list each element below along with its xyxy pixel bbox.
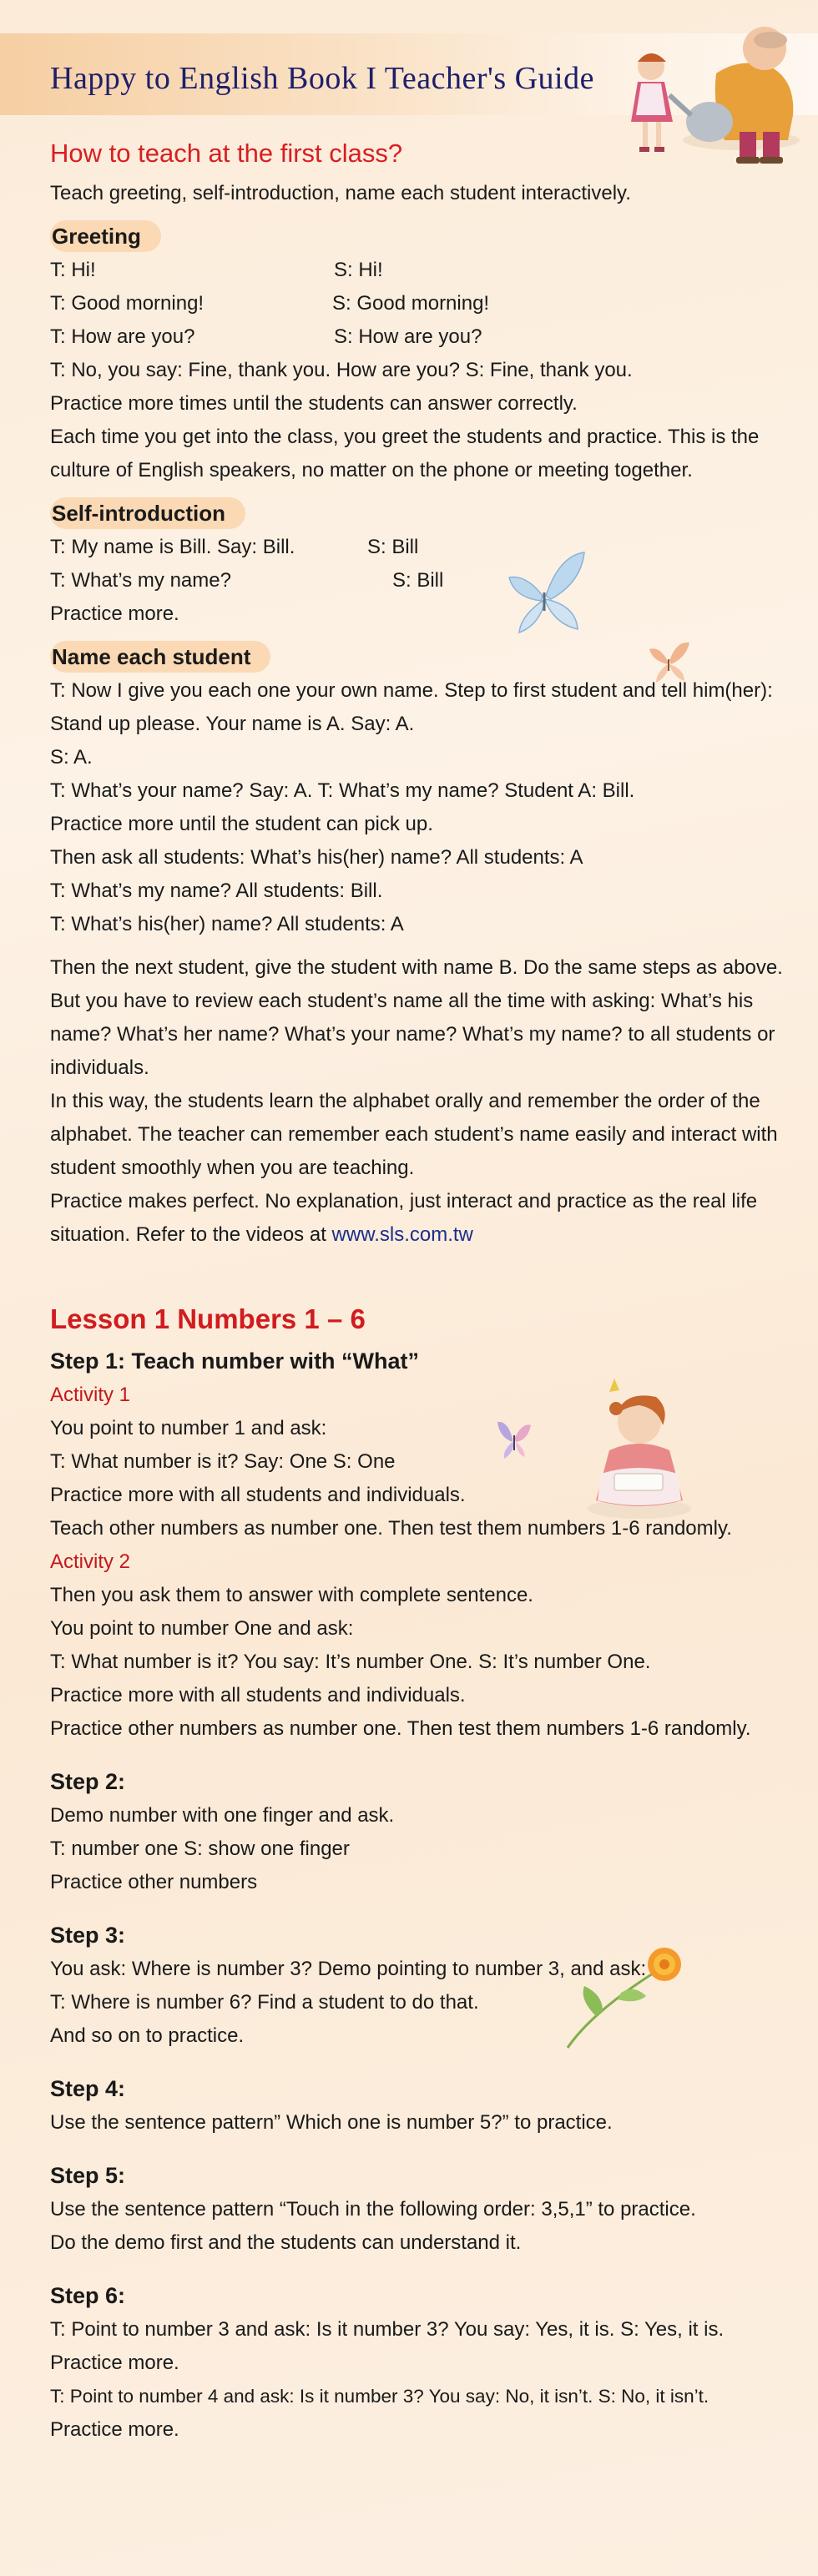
step-line: T: What number is it? Say: One S: One xyxy=(50,1450,396,1473)
activity-label: Activity 1 xyxy=(50,1384,131,1406)
step-title: Step 6: xyxy=(50,2283,126,2308)
greeting-line: Practice more times until the students can answer correctly. xyxy=(50,392,578,415)
teacher-line: T: How are you? xyxy=(50,325,195,348)
content xyxy=(50,135,785,2447)
teacher-line: T: Hi! xyxy=(50,259,96,281)
step-line: Teach other numbers as number one. Then test them numbers 1-6 randomly. xyxy=(50,1517,732,1540)
step-title: Step 2: xyxy=(50,1769,126,1794)
step-line: And so on to practice. xyxy=(50,2024,245,2047)
dialogue-row xyxy=(50,254,785,287)
step-line: Practice other numbers xyxy=(50,1871,258,1893)
name-each-paragraph xyxy=(50,1185,785,1252)
name-each-label: Name each student xyxy=(50,641,270,673)
student-line: S: Hi! xyxy=(334,259,383,281)
dialogue-row xyxy=(50,320,785,354)
step-line: Practice more with all students and individuals. xyxy=(50,1484,466,1506)
self-intro-practice: Practice more. xyxy=(50,602,179,625)
name-each-line: Then ask all students: What’s his(her) name? All students: A xyxy=(50,846,583,869)
step-line: Demo number with one finger and ask. xyxy=(50,1804,395,1827)
name-each-line: S: A. xyxy=(50,746,93,769)
greeting-paragraph: Each time you get into the class, you greet the students and practice. This is the culture of English speakers, no matter on the phone or meeting together. xyxy=(50,426,760,481)
name-each-line: T: What’s his(her) name? All students: A xyxy=(50,913,404,935)
step-line: T: number one S: show one finger xyxy=(50,1837,350,1860)
step-line: Practice more with all students and individuals. xyxy=(50,1684,466,1706)
name-each-paragraph: But you have to review each student’s name all the time with asking: What’s his name? What’s her name? What’s your name? What’s my name? to all students or individuals. xyxy=(50,990,775,1079)
name-each-paragraph: In this way, the students learn the alphabet orally and remember the order of the alphabet. The teacher can remember each student’s name easily and interact with student smoothly when you are teaching. xyxy=(50,1090,778,1179)
step-title: Step 3: xyxy=(50,1923,126,1948)
website-link[interactable]: www.sls.com.tw xyxy=(331,1223,473,1246)
teacher-line: T: My name is Bill. Say: Bill. xyxy=(50,536,295,558)
step-title: Step 1: Teach number with “What” xyxy=(50,1348,420,1374)
step-title: Step 4: xyxy=(50,2076,126,2101)
step-line: You ask: Where is number 3? Demo pointing to number 3, and ask: xyxy=(50,1958,647,1980)
step-title: Step 5: xyxy=(50,2163,126,2188)
dialogue-row xyxy=(50,564,785,597)
teacher-line: T: Good morning! xyxy=(50,292,204,315)
step-line: Practice more. xyxy=(50,2418,179,2441)
activity-label: Activity 2 xyxy=(50,1550,131,1573)
step-line: Practice other numbers as number one. Then test them numbers 1-6 randomly. xyxy=(50,1717,751,1740)
self-intro-label: Self-introduction xyxy=(50,497,245,529)
step-line: You point to number One and ask: xyxy=(50,1617,354,1640)
greeting-line: T: No, you say: Fine, thank you. How are you? S: Fine, thank you. xyxy=(50,359,633,381)
intro-subtitle: Teach greeting, self-introduction, name each student interactively. xyxy=(50,182,631,204)
step-line: T: Point to number 3 and ask: Is it number 3? You say: Yes, it is. S: Yes, it is. xyxy=(50,2318,725,2341)
step-line: T: Where is number 6? Find a student to do that. xyxy=(50,1991,479,2014)
step-line: Do the demo first and the students can understand it. xyxy=(50,2231,522,2254)
step-line: Use the sentence pattern “Touch in the following order: 3,5,1” to practice. xyxy=(50,2198,696,2221)
name-each-paragraph: T: Now I give you each one your own name. Step to first student and tell him(her): Stand up please. Your name is A. Say: A. xyxy=(50,679,773,735)
name-each-paragraph: Then the next student, give the student with name B. Do the same steps as above. xyxy=(50,956,783,979)
step-line: Practice more. xyxy=(50,2352,179,2374)
student-line: S: Bill xyxy=(367,536,419,558)
practice-text: Practice makes perfect. No explanation, just interact and practice as the real life situation. Refer to the videos at xyxy=(50,1190,758,1246)
lesson-heading: Lesson 1 Numbers 1 – 6 xyxy=(50,1303,366,1334)
teacher-line: T: What’s my name? xyxy=(50,569,231,592)
page-title: Happy to English Book I Teacher's Guide xyxy=(50,61,594,96)
student-line: S: Bill xyxy=(392,569,444,592)
name-each-line: T: What’s your name? Say: A. T: What’s my name? Student A: Bill. xyxy=(50,779,635,802)
greeting-label: Greeting xyxy=(50,220,161,252)
step-line: T: Point to number 4 and ask: Is it number 3? You say: No, it isn’t. S: No, it isn’t. xyxy=(50,2386,709,2407)
step-line: T: What number is it? You say: It’s number One. S: It’s number One. xyxy=(50,1651,651,1673)
student-line: S: Good morning! xyxy=(332,292,490,315)
step-line: You point to number 1 and ask: xyxy=(50,1417,327,1439)
student-line: S: How are you? xyxy=(334,325,482,348)
intro-heading: How to teach at the first class? xyxy=(50,139,403,168)
step-line: Use the sentence pattern” Which one is number 5?” to practice. xyxy=(50,2111,613,2134)
name-each-line: Practice more until the student can pick up. xyxy=(50,813,433,835)
dialogue-row xyxy=(50,287,785,320)
dialogue-row xyxy=(50,531,785,564)
step-line: Then you ask them to answer with complete sentence. xyxy=(50,1584,533,1606)
name-each-line: T: What’s my name? All students: Bill. xyxy=(50,880,383,902)
